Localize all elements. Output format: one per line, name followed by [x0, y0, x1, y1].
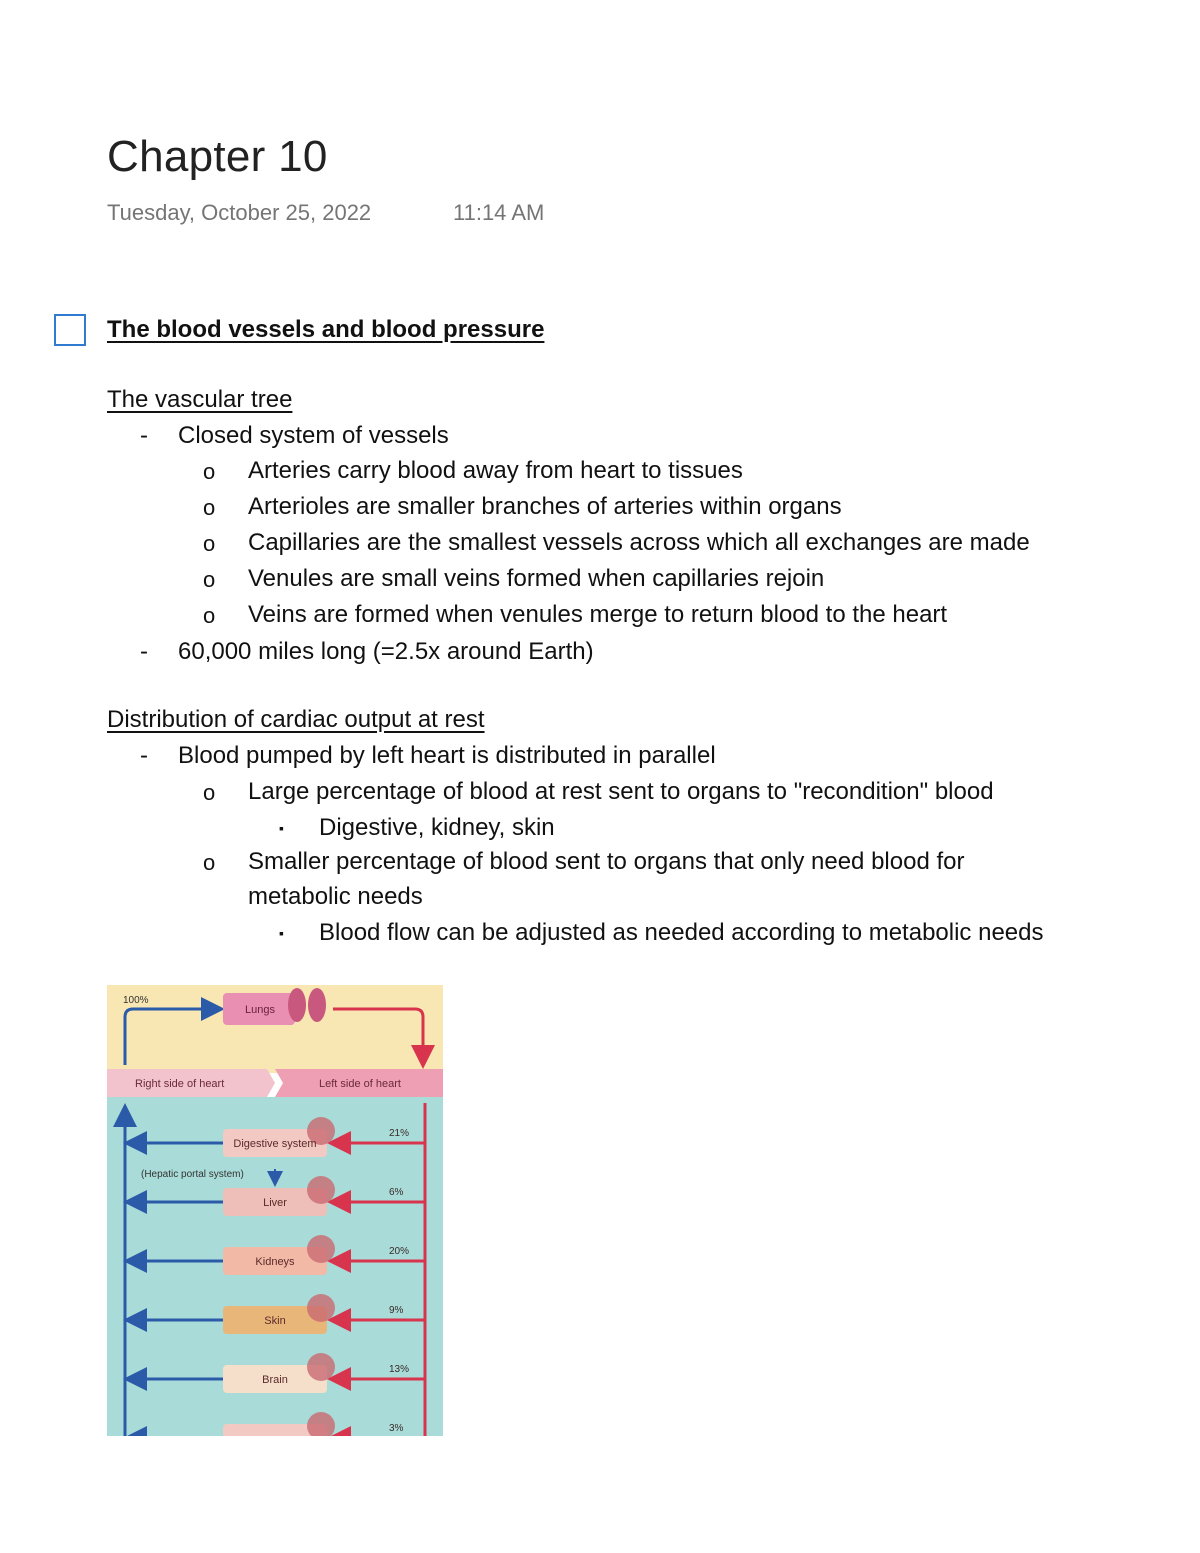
dash-bullet: - [140, 742, 148, 769]
circle-bullet: o [203, 780, 216, 805]
page-time: 11:14 AM [453, 200, 545, 225]
left-side-label: Left side of heart [319, 1078, 401, 1090]
list-item: 60,000 miles long (=2.5x around Earth) [178, 638, 594, 665]
organ-label: Kidneys [255, 1256, 295, 1268]
organ-percent: 3% [389, 1423, 404, 1434]
list-item: Smaller percentage of blood sent to organs that only need blood for [248, 848, 965, 875]
list-item: Arteries carry blood away from heart to tissues [248, 457, 743, 484]
list-item: Venules are small veins formed when capillaries rejoin [248, 565, 825, 592]
top-percent-label: 100% [123, 995, 149, 1006]
list-item: Digestive, kidney, skin [319, 814, 555, 841]
organ-percent: 9% [389, 1305, 404, 1316]
list-item: Blood flow can be adjusted as needed according to metabolic needs [319, 919, 1044, 946]
organ-icon [307, 1353, 335, 1381]
circle-bullet: o [203, 603, 216, 628]
organ-label: Liver [263, 1197, 287, 1209]
cardiac-output-diagram [107, 985, 443, 1436]
organ-percent: 6% [389, 1187, 404, 1198]
right-side-label: Right side of heart [135, 1078, 225, 1090]
hepatic-portal-label: (Hepatic portal system) [141, 1169, 244, 1180]
organ-label: Skin [264, 1315, 286, 1327]
organ-percent: 20% [389, 1246, 410, 1257]
square-bullet: ▪ [279, 925, 284, 941]
lungs-label: Lungs [245, 1004, 275, 1016]
organ-icon [307, 1176, 335, 1204]
list-item: Large percentage of blood at rest sent to organs to "recondition" blood [248, 778, 994, 805]
organ-label: Brain [262, 1374, 288, 1386]
page-title: Chapter 10 [107, 132, 328, 181]
dash-bullet: - [140, 422, 148, 449]
square-bullet: ▪ [279, 820, 284, 836]
organ-percent: 13% [389, 1364, 410, 1375]
page-date: Tuesday, October 25, 2022 [107, 200, 372, 225]
list-item: Arterioles are smaller branches of arteries within organs [248, 493, 842, 520]
list-item: Closed system of vessels [178, 422, 449, 449]
list-item: Capillaries are the smallest vessels across which all exchanges are made [248, 529, 1030, 556]
vascular-tree-heading: The vascular tree [107, 386, 293, 413]
organ-percent: 21% [389, 1128, 410, 1139]
organ-icon [307, 1235, 335, 1263]
organ-icon [307, 1294, 335, 1322]
dash-bullet: - [140, 638, 148, 665]
circle-bullet: o [203, 850, 216, 875]
circle-bullet: o [203, 531, 216, 556]
cardiac-output-heading: Distribution of cardiac output at rest [107, 706, 485, 733]
organ-label: Digestive system [233, 1138, 317, 1150]
todo-checkbox[interactable] [54, 314, 86, 346]
cardiac-output-svg [107, 985, 443, 1436]
section-heading: The blood vessels and blood pressure [107, 316, 545, 343]
list-item-continuation: metabolic needs [248, 883, 423, 910]
circle-bullet: o [203, 495, 216, 520]
circle-bullet: o [203, 459, 216, 484]
circle-bullet: o [203, 567, 216, 592]
list-item: Blood pumped by left heart is distributed in parallel [178, 742, 716, 769]
list-item: Veins are formed when venules merge to return blood to the heart [248, 601, 948, 628]
